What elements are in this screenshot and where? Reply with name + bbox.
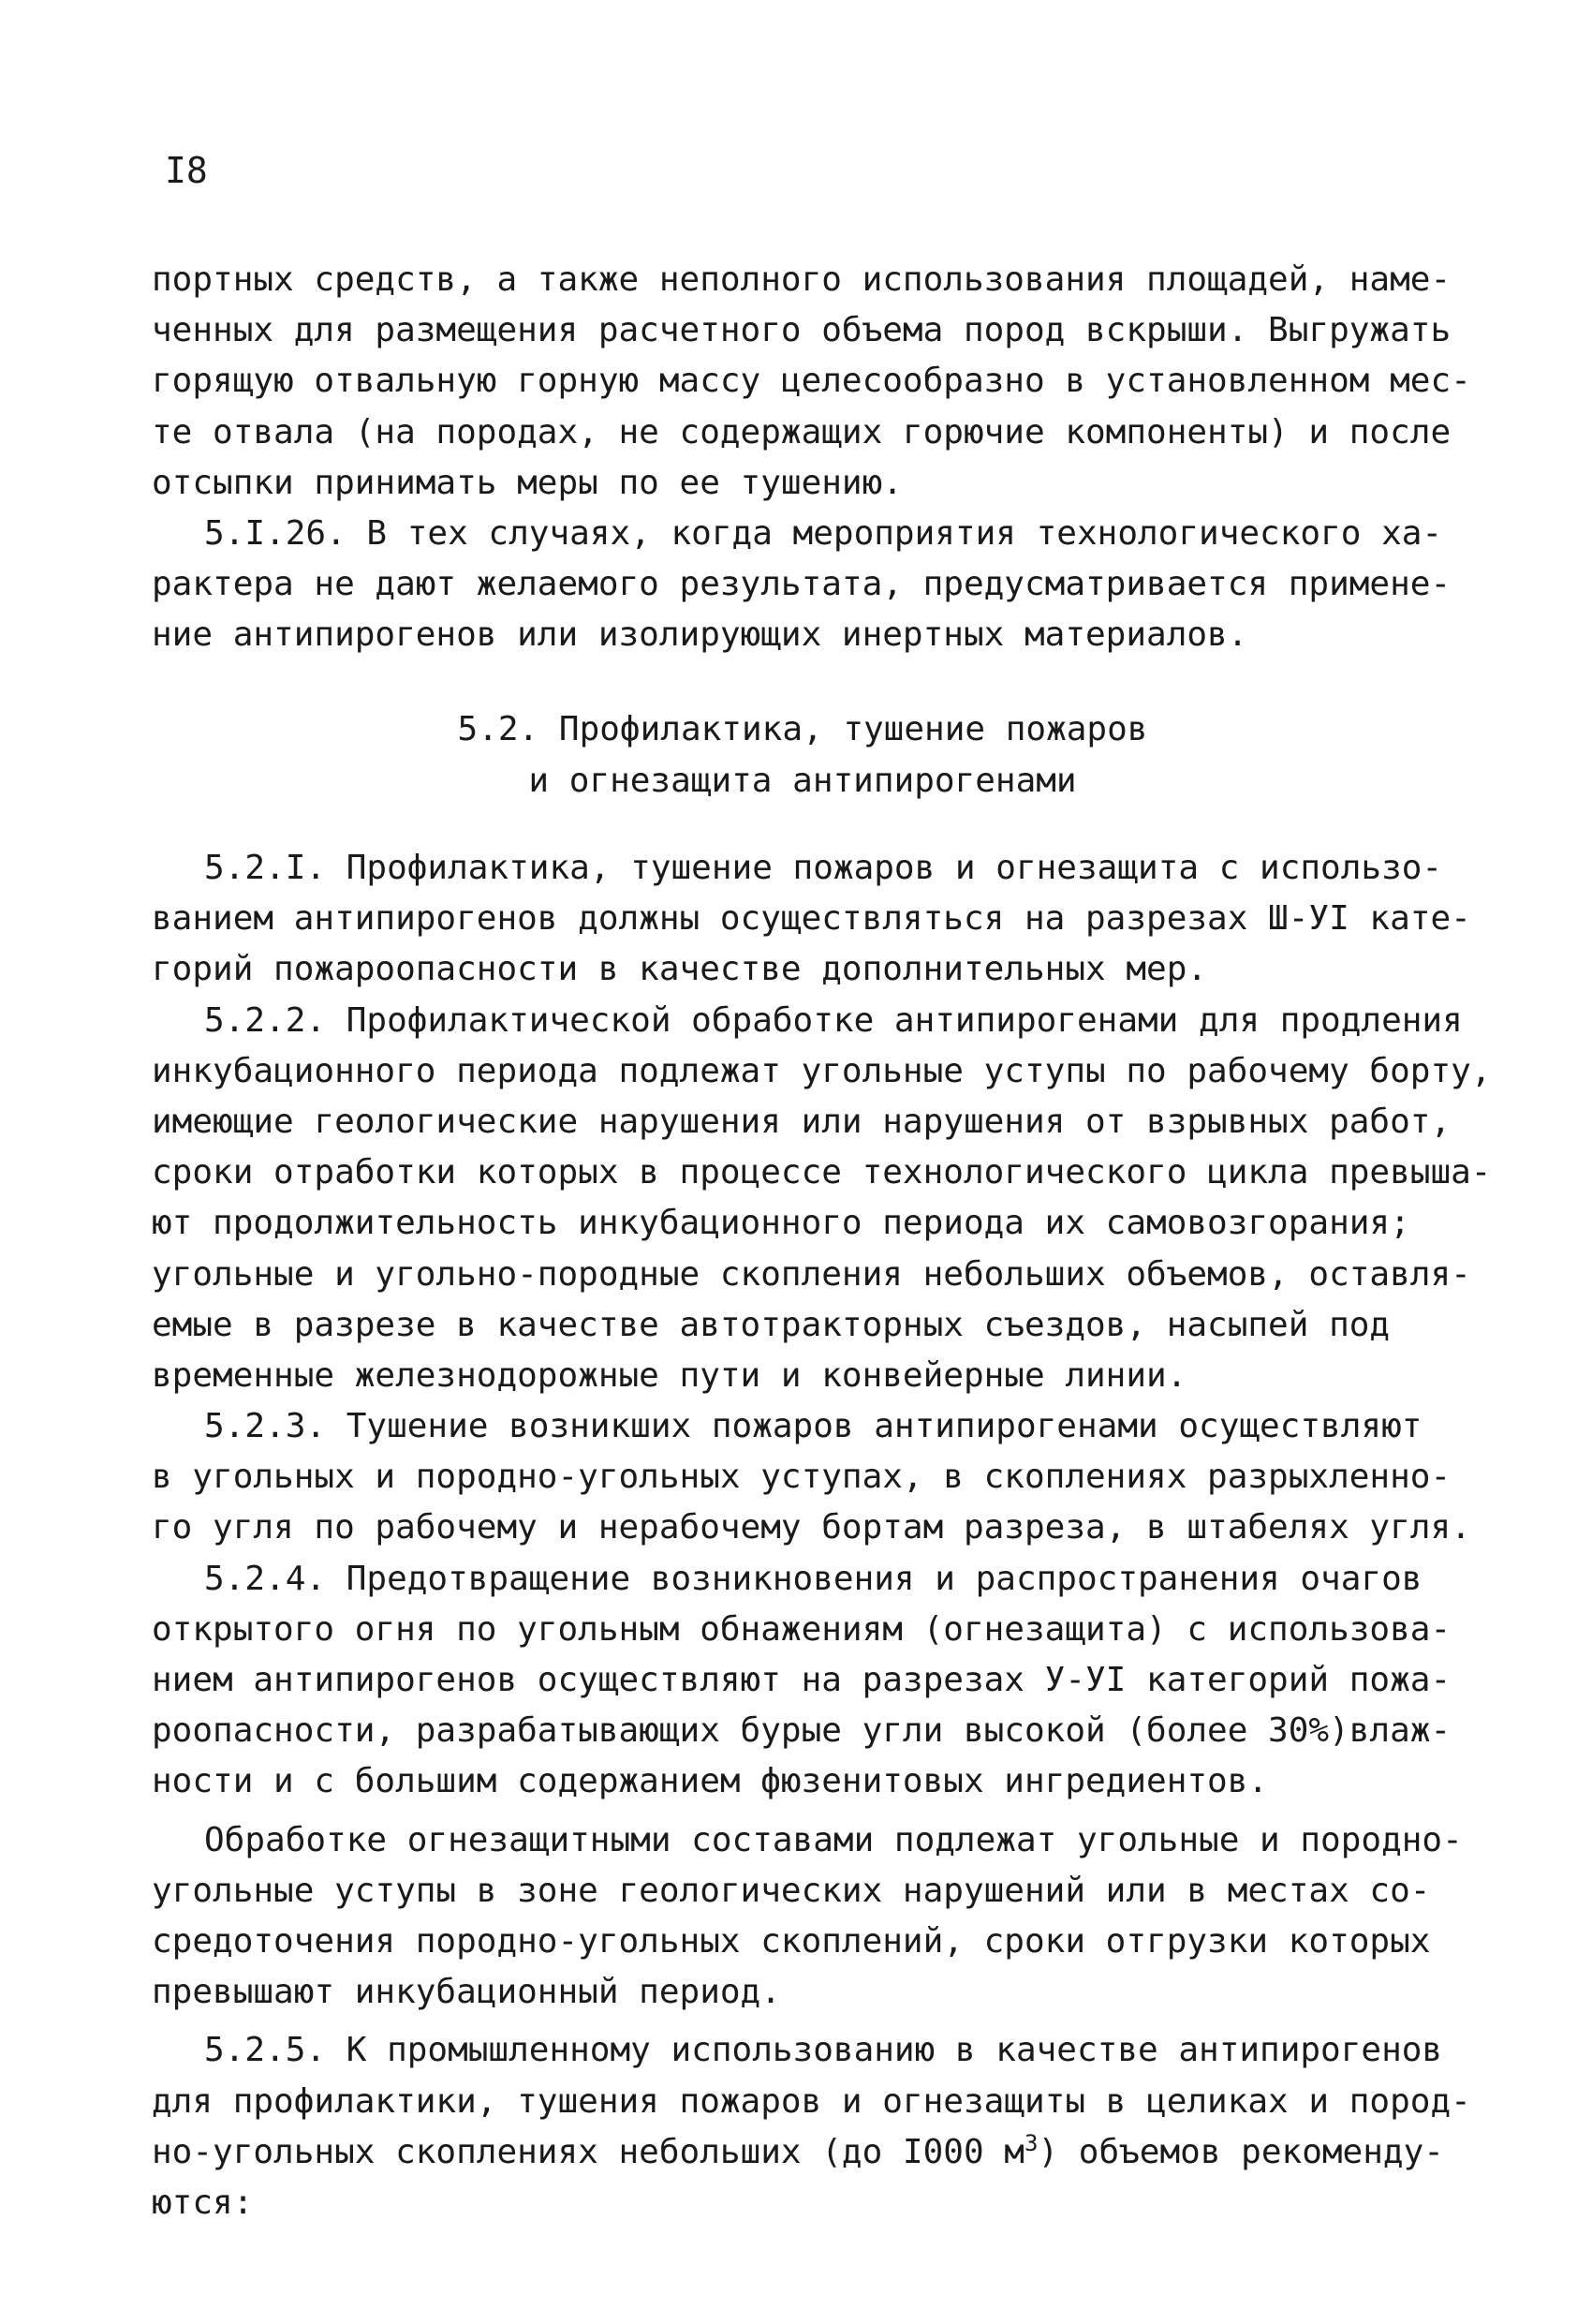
page-number: I8 <box>165 150 208 191</box>
text-line: портных средств, а также неполного использования площадей, наме- <box>152 260 1452 299</box>
text-line: временные железнодорожные пути и конвейерные линии. <box>152 1355 1187 1395</box>
text-line: превышают инкубационный период. <box>152 1973 781 2012</box>
text-line: средоточения породно-угольных скоплений, сроки отгрузки которых <box>152 1921 1431 1961</box>
text-line: го угля по рабочему и нерабочему бортам разреза, в штабелях угля. <box>152 1508 1471 1547</box>
text-line: 5.2.3. Тушение возникших пожаров антипирогенами осуществляют <box>204 1407 1422 1446</box>
text-line: ют продолжительность инкубационного периода их самовозгорания; <box>152 1204 1410 1243</box>
text-line: ности и с большим содержанием фюзенитовых ингредиентов. <box>152 1762 1269 1801</box>
text-line: для профилактики, тушения пожаров и огнезащиты в целиках и пород- <box>152 2081 1471 2121</box>
text-line: Обработке огнезащитными составами подлежат угольные и породно- <box>204 1820 1463 1859</box>
text-line: 5.2.4. Предотвращение возникновения и распространения очагов <box>204 1559 1422 1598</box>
text-line: 5.2.2. Профилактической обработке антипирогенами для продления <box>204 1000 1463 1040</box>
text-line: инкубационного периода подлежат угольные уступы по рабочему борту, <box>152 1051 1492 1090</box>
text-line: рактера не дают желаемого результата, предусматривается примене- <box>152 565 1452 604</box>
text-line: сроки отработки которых в процессе технологического цикла превыша- <box>152 1153 1492 1192</box>
text-line: отсыпки принимать меры по ее тушению. <box>152 463 903 502</box>
text-line: в угольных и породно-угольных уступах, в скоплениях разрыхленно- <box>152 1458 1452 1497</box>
intro-paragraphs <box>152 255 1471 661</box>
text-line <box>152 2127 1453 2178</box>
text-line: 5.2.I. Профилактика, тушение пожаров и огнезащита с использо- <box>204 849 1443 887</box>
text-fragment: но-угольных скоплениях небольших (до I000 м <box>152 2132 1024 2171</box>
section-title-line: и огнезащита антипирогенами <box>528 762 1077 800</box>
text-line: ванием антипирогенов должны осуществляться на разрезах Ш-УI кате- <box>152 899 1471 939</box>
text-line: 5.2.5. К промышленному использованию в качестве антипирогенов <box>204 2031 1443 2070</box>
text-line: имеющие геологические нарушения или нарушения от взрывных работ, <box>152 1102 1452 1141</box>
text-line: нием антипирогенов осуществляют на разрезах У-УI категорий пожа- <box>152 1661 1452 1699</box>
text-line: горий пожароопасности в качестве дополнительных мер. <box>152 950 1208 989</box>
text-line: ние антипирогенов или изолирующих инертных материалов. <box>152 615 1248 655</box>
text-line: открытого огня по угольным обнажениям (огнезащита) с использова- <box>152 1609 1452 1649</box>
text-line: емые в разрезе в качестве автотракторных съездов, насыпей под <box>152 1305 1391 1344</box>
text-line: ченных для размещения расчетного объема пород вскрыши. Выгружать <box>152 311 1452 350</box>
text-line: горящую отвальную горную массу целесообразно в установленном мес- <box>152 362 1471 401</box>
text-line: угольные и угольно-породные скопления небольших объемов, оставля- <box>152 1254 1471 1294</box>
text-line: 5.I.26. В тех случаях, когда мероприятия технологического ха- <box>204 513 1443 553</box>
section-title-line: 5.2. Профилактика, тушение пожаров <box>457 710 1148 748</box>
section-paragraphs <box>152 843 1492 2228</box>
text-fragment: ) объемов рекоменду- <box>1038 2132 1444 2171</box>
superscript: 3 <box>1024 2129 1039 2156</box>
text-line: ются: <box>152 2183 254 2222</box>
section-heading <box>152 703 1453 807</box>
text-line: роопасности, разрабатывающих бурые угли высокой (более 30%)влаж- <box>152 1711 1452 1751</box>
text-line: угольные уступы в зоне геологических нарушений или в местах со- <box>152 1871 1431 1910</box>
text-line: те отвала (на породах, не содержащих горючие компоненты) и после <box>152 412 1452 451</box>
